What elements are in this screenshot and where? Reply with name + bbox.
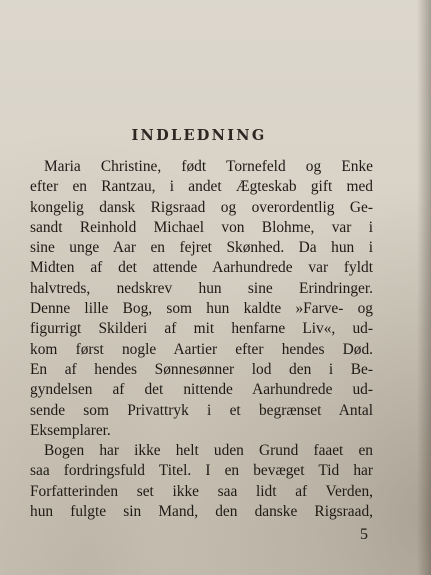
text-line: Midten af det attende Aarhundrede var fyldt [30,259,373,277]
text-line: Maria Christine, født Tornefeld og Enke [44,158,373,175]
text-line: Forfatterinden set ikke saa lidt af Verden, [30,482,373,500]
text-line: gyndelsen af det nittende Aarhundrede ud- [30,381,373,399]
text-line: kom først nogle Aartier efter hendes Død. [30,340,373,358]
text-line: sende som Privattryk i et begrænset Antal [30,401,373,419]
page-number: 5 [360,526,368,543]
chapter-heading: INDLEDNING [131,127,267,144]
page-gutter-shadow [417,0,431,575]
text-line: Denne lille Bog, som hun kaldte »Farve- og [30,300,373,318]
text-line: sine unge Aar en fejret Skønhed. Da hun i [30,239,373,257]
text-line: Bogen har ikke helt uden Grund faaet en [44,442,373,460]
text-line: hun fulgte sin Mand, den danske Rigsraad, [30,503,373,521]
text-line: En af hendes Sønnesønner lod den i Be- [30,360,373,378]
body-text [30,157,373,522]
text-line: Eksemplarer. [30,421,111,439]
text-line: figurrigt Skilderi af mit henfarne Liv«, ud- [30,320,373,338]
text-line: efter en Rantzau, i andet Ægteskab gift med [30,178,373,196]
text-line: kongelig dansk Rigsraad og overordentlig Ge- [30,198,373,216]
text-line: sandt Reinhold Michael von Blohme, var i [30,218,373,236]
text-line: saa fordringsfuld Titel. I en bevæget Tid har [30,462,373,480]
text-line: halvtreds, nedskrev hun sine Erindringer. [30,279,373,297]
